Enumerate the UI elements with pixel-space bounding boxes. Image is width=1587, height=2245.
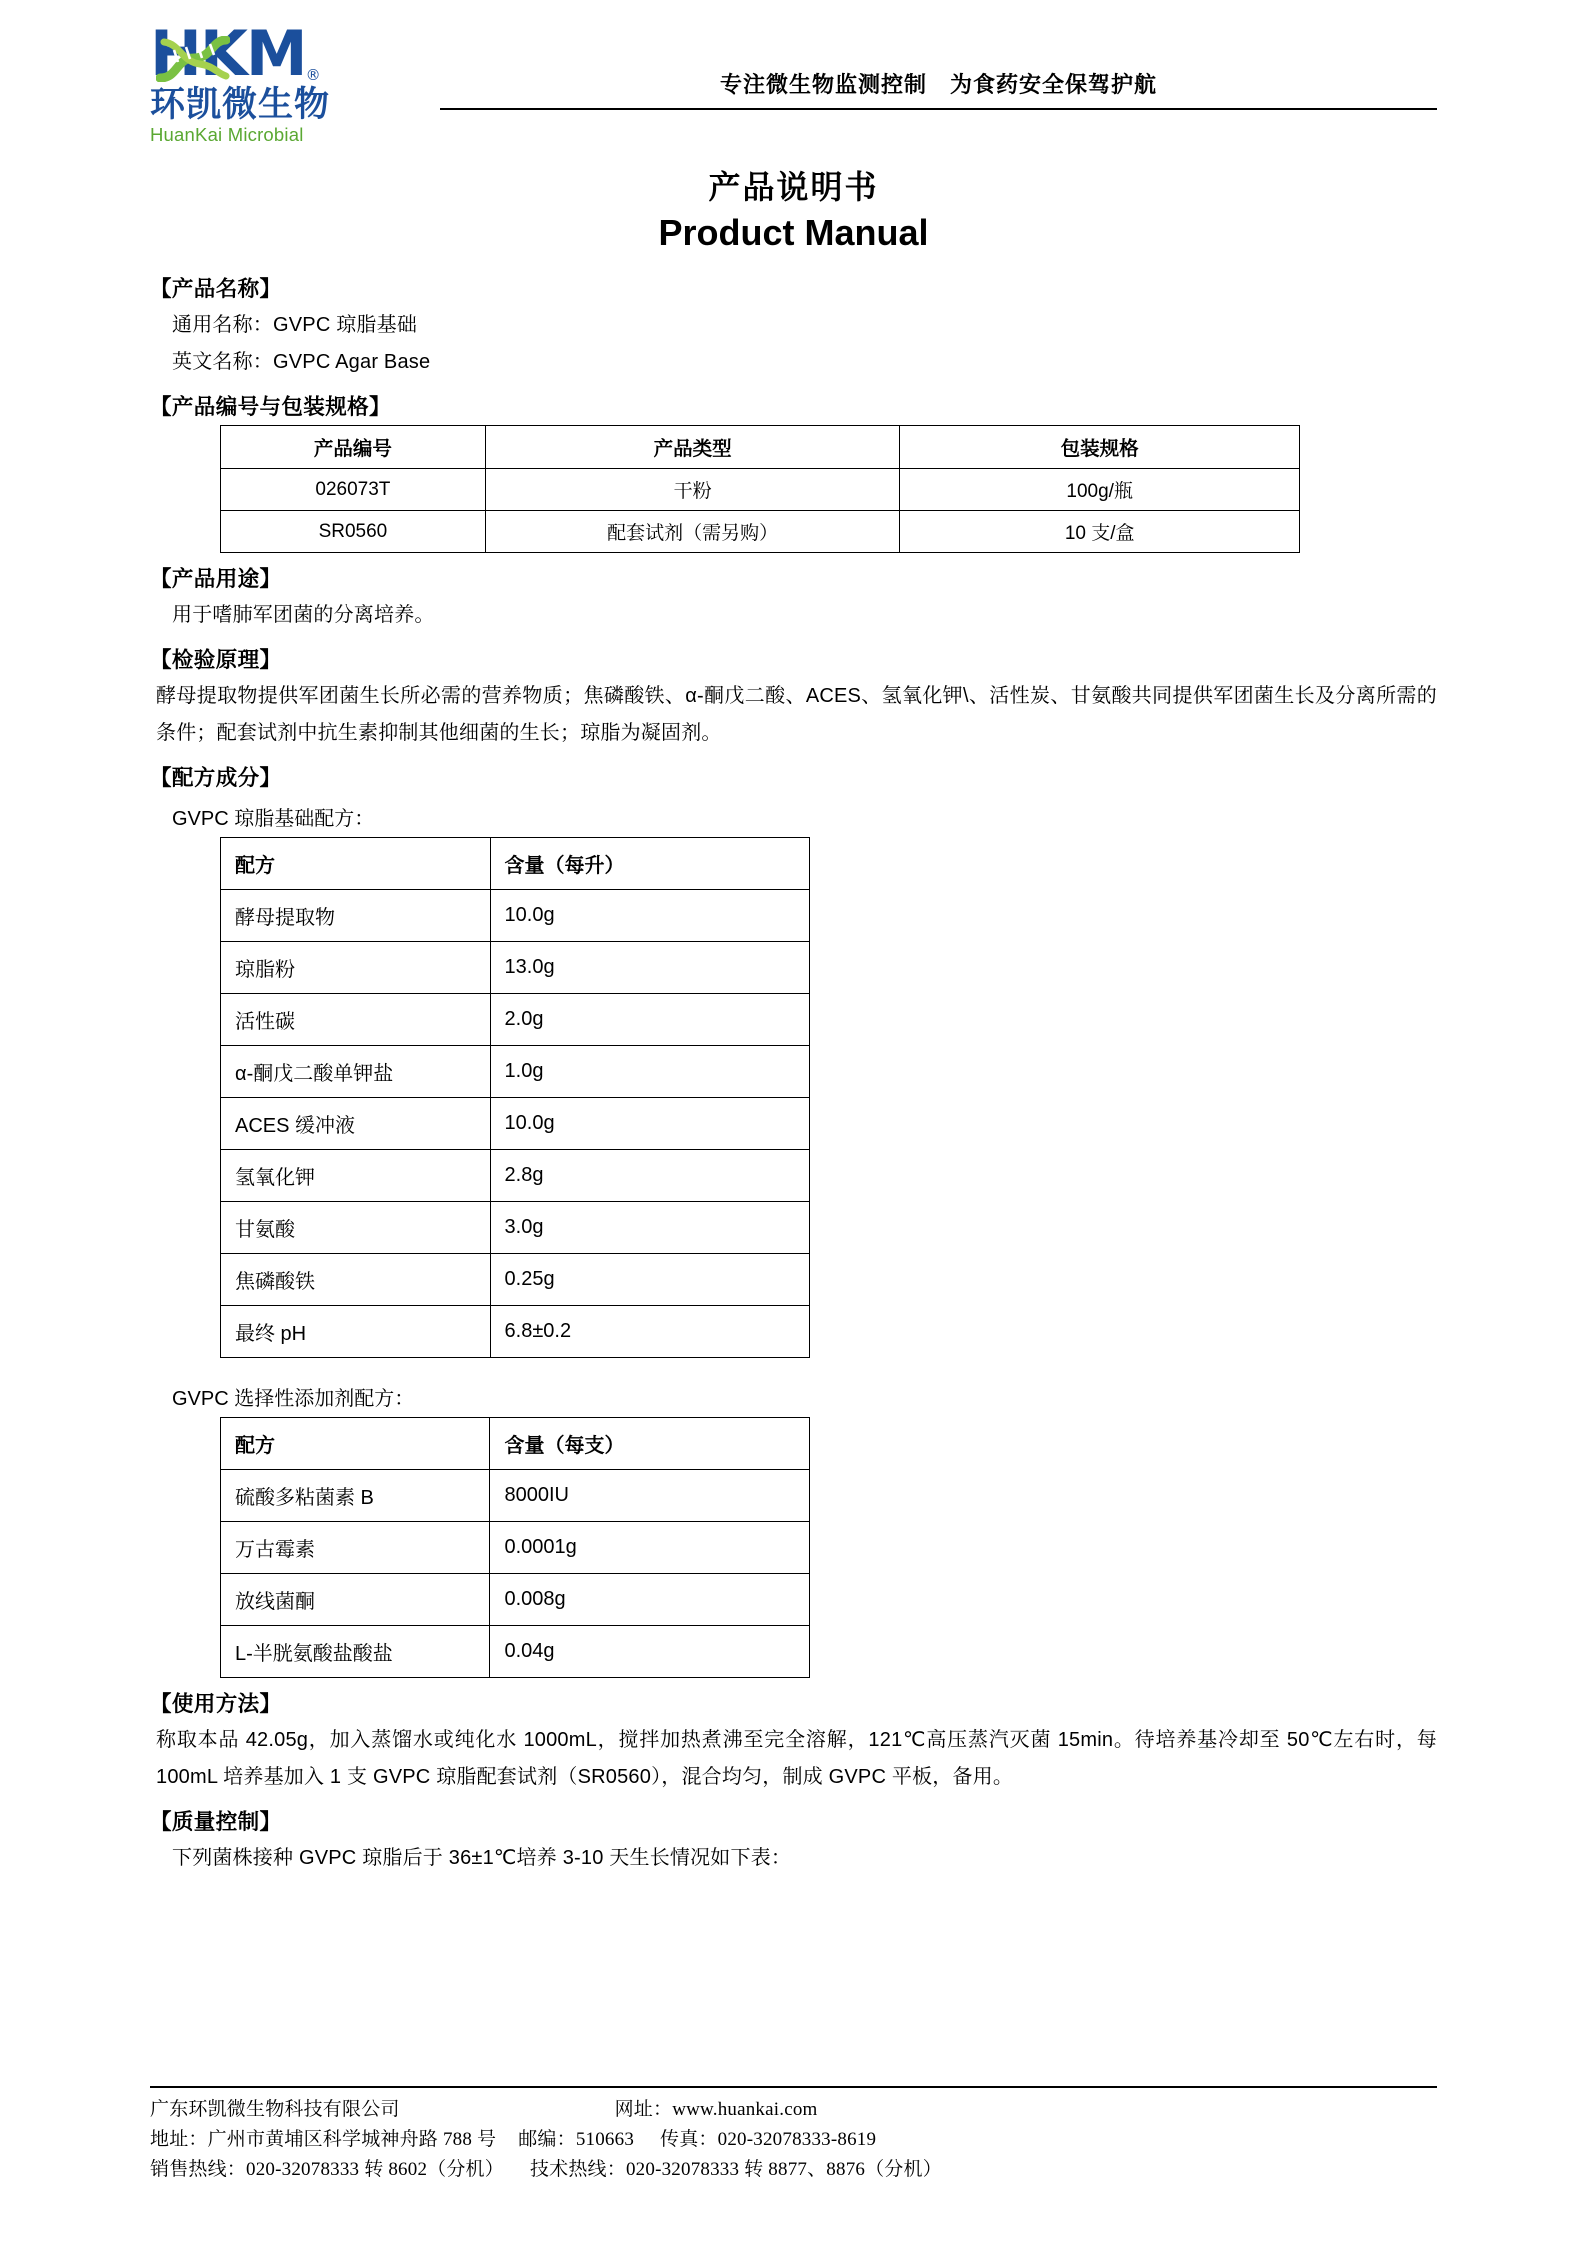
logo-mark [150,17,440,91]
product-use-text: 用于嗜肺军团菌的分离培养。 [172,604,435,626]
footer-tech-label: 技术热线： [529,2158,626,2180]
logo-company-cn: 环凯微生物 [150,85,331,125]
table-row [221,1626,810,1678]
footer-line-hotlines [150,2155,1437,2185]
cell-amount: 13.0g [490,942,809,994]
cell-package-spec: 10 支/盒 [900,511,1300,553]
column-header-formula: 配方 [221,838,491,890]
cell-amount: 0.0001g [490,1522,810,1574]
product-common-name-row [150,307,1437,344]
product-spec-table [220,425,1300,553]
table-header-row [221,1418,810,1470]
table-row [221,1098,810,1150]
column-header-content-per-liter: 含量（每升） [490,838,809,890]
section-heading-product-name: 【产品名称】 [150,277,282,302]
table-row [221,994,810,1046]
footer-postcode-label: 邮编： [518,2128,576,2150]
footer-sales-label: 销售热线： [150,2158,247,2180]
footer-address-value: 广州市黄埔区科学城神舟路 788 号 [207,2128,497,2150]
cell-ingredient: α-酮戊二酸单钾盐 [221,1046,491,1098]
cell-amount: 2.0g [490,994,809,1046]
formula-supplement-table [220,1417,810,1678]
footer-website-value: www.huankai.com [672,2098,818,2120]
cell-ingredient: 万古霉素 [221,1522,490,1574]
footer-line-address [150,2125,1437,2155]
table-row [221,942,810,994]
column-header-formula: 配方 [221,1418,490,1470]
page-title-en: Product Manual [658,212,929,253]
document-content [0,272,1587,1877]
cell-product-type: 配套试剂（需另购） [485,511,900,553]
footer-website-label: 网址： [614,2098,673,2120]
page-header [0,0,1587,145]
cell-product-code: SR0560 [221,511,486,553]
table-row [221,890,810,942]
quality-control-text: 下列菌株接种 GVPC 琼脂后于 36±1℃培养 3-10 天生长情况如下表： [172,1847,792,1869]
footer-fax-value: 020-32078333-8619 [717,2128,877,2150]
product-common-name-label: 通用名称： [172,314,273,336]
page-title-cn: 产品说明书 [708,168,879,206]
company-tagline: 专注微生物监测控制 为食药安全保驾护航 [719,73,1157,98]
registered-trademark-icon: ® [305,66,321,84]
formula-base-label: GVPC 琼脂基础配方： [172,808,375,830]
cell-product-type: 干粉 [485,469,900,511]
cell-ingredient: 焦磷酸铁 [221,1254,491,1306]
cell-ingredient: 酵母提取物 [221,890,491,942]
footer-contact-info [150,2095,1437,2185]
footer-divider [150,2086,1437,2088]
table-row [221,1306,810,1358]
section-heading-formula: 【配方成分】 [150,766,282,791]
column-header-content-per-vial: 含量（每支） [490,1418,810,1470]
table-row [221,1150,810,1202]
company-logo [150,17,440,145]
formula-supplement-label: GVPC 选择性添加剂配方： [172,1388,415,1410]
cell-amount: 10.0g [490,890,809,942]
product-common-name-value: GVPC 琼脂基础 [273,314,418,336]
header-divider [440,108,1437,110]
table-spacer [150,1358,1437,1372]
cell-amount: 2.8g [490,1150,809,1202]
cell-amount: 0.25g [490,1254,809,1306]
cell-amount: 3.0g [490,1202,809,1254]
cell-ingredient: 硫酸多粘菌素 B [221,1470,490,1522]
footer-postcode-value: 510663 [575,2128,635,2150]
cell-ingredient: ACES 缓冲液 [221,1098,491,1150]
table-row [221,469,1300,511]
cell-product-code: 026073T [221,469,486,511]
column-header-product-type: 产品类型 [485,426,900,469]
footer-fax-label: 传真： [660,2128,718,2150]
table-header-row [221,838,810,890]
table-row [221,1254,810,1306]
cell-ingredient: 活性碳 [221,994,491,1046]
section-heading-product-code: 【产品编号与包装规格】 [150,395,391,420]
product-english-name-value: GVPC Agar Base [273,351,431,373]
section-heading-usage: 【使用方法】 [150,1692,282,1717]
table-row [221,1046,810,1098]
section-heading-test-principle: 【检验原理】 [150,648,282,673]
table-row [221,1470,810,1522]
table-row [221,1202,810,1254]
cell-amount: 10.0g [490,1098,809,1150]
section-heading-quality-control: 【质量控制】 [150,1810,282,1835]
cell-ingredient: L-半胱氨酸盐酸盐 [221,1626,490,1678]
section-heading-product-use: 【产品用途】 [150,567,282,592]
cell-amount: 1.0g [490,1046,809,1098]
footer-company-name: 广东环凯微生物科技有限公司 [150,2098,400,2120]
footer-tech-value: 020-32078333 转 8877、8876（分机） [625,2158,942,2180]
cell-ingredient: 甘氨酸 [221,1202,491,1254]
column-header-package-spec: 包装规格 [900,426,1300,469]
usage-text: 称取本品 42.05g，加入蒸馏水或纯化水 1000mL，搅拌加热煮沸至完全溶解，121℃高压蒸汽灭菌 15min。待培养基冷却至 50℃左右时，每 100mL 培养基加入 1 支 GVPC 琼脂配套试剂（SR0560），混合均匀，制成 GVPC 平板，备用。 [156,1729,1437,1788]
table-header-row [221,426,1300,469]
cell-ingredient: 氢氧化钾 [221,1150,491,1202]
product-english-name-row [150,344,1437,381]
cell-package-spec: 100g/瓶 [900,469,1300,511]
logo-company-en: HuanKai Microbial [150,123,304,145]
footer-sales-value: 020-32078333 转 8602（分机） [246,2158,504,2180]
footer-line-company [150,2095,1437,2125]
cell-amount: 0.04g [490,1626,810,1678]
column-header-product-code: 产品编号 [221,426,486,469]
logo-hkm-text: HKM [150,17,306,91]
footer-address-label: 地址： [150,2128,208,2150]
cell-amount: 0.008g [490,1574,810,1626]
formula-base-table [220,837,810,1358]
cell-ingredient: 放线菌酮 [221,1574,490,1626]
cell-amount: 6.8±0.2 [490,1306,809,1358]
table-row [221,1574,810,1626]
test-principle-text: 酵母提取物提供军团菌生长所必需的营养物质；焦磷酸铁、α-酮戊二酸、ACES、氢氧化钾\、活性炭、甘氨酸共同提供军团菌生长及分离所需的条件；配套试剂中抗生素抑制其他细菌的生长；琼脂为凝固剂。 [156,685,1437,744]
header-right [440,22,1437,110]
table-row [221,511,1300,553]
cell-amount: 8000IU [490,1470,810,1522]
table-row [221,1522,810,1574]
page-footer [150,2086,1437,2185]
cell-ingredient: 最终 pH [221,1306,491,1358]
product-english-name-label: 英文名称： [172,351,273,373]
cell-ingredient: 琼脂粉 [221,942,491,994]
